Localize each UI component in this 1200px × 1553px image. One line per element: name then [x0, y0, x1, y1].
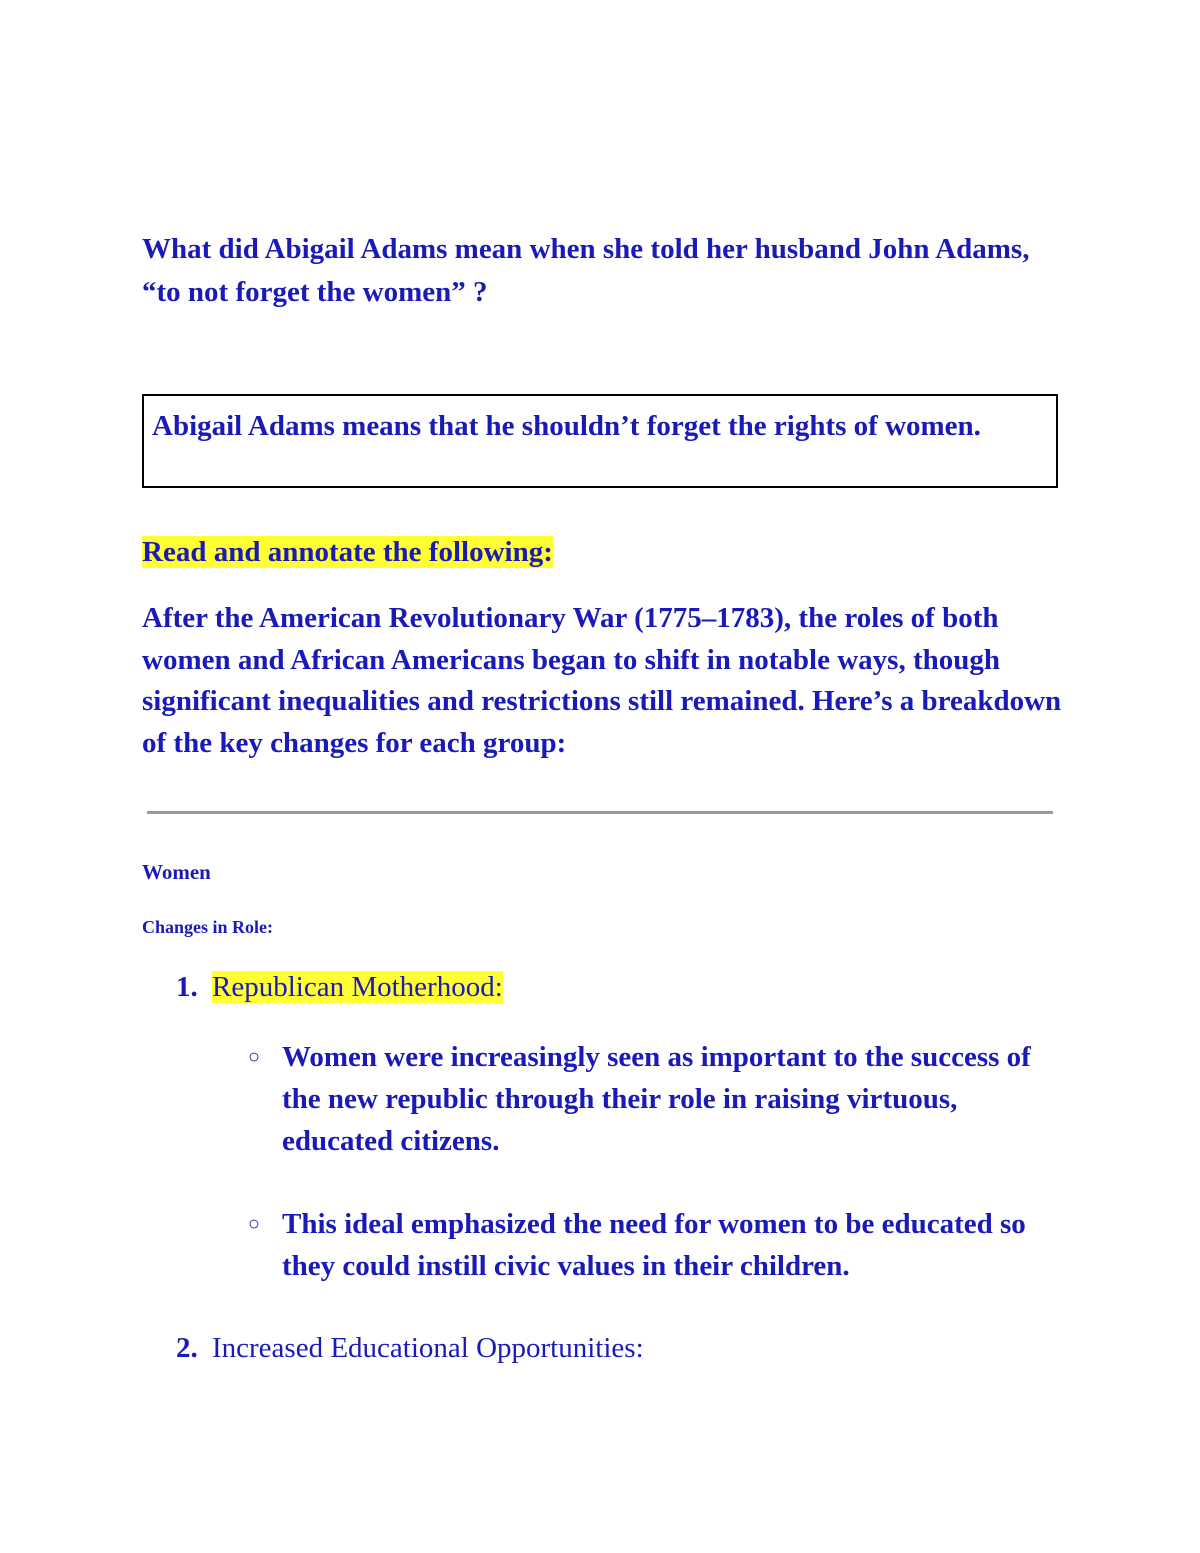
list-item-title: Increased Educational Opportunities:: [212, 1332, 644, 1364]
bullet-item: [248, 1203, 1060, 1287]
circle-bullet-icon: ○: [248, 1213, 261, 1235]
list-item-republican-motherhood: [176, 968, 503, 1006]
section-title: Women: [142, 860, 211, 884]
answer-box: [142, 394, 1058, 488]
intro-paragraph: After the American Revolutionary War (1775–1783), the roles of both women and African Americans began to shift in notable ways, though significant inequalities and restrictions still remained. Here’s a breakdown of the key changes for each group:: [142, 602, 1062, 759]
question-text: What did Abigail Adams mean when she told her husband John Adams, “to not forget the women” ?: [142, 233, 1030, 308]
list-item-title: Republican Motherhood:: [212, 971, 503, 1003]
bullet-text: This ideal emphasized the need for women to be educated so they could instill civic values in their children.: [282, 1208, 1026, 1282]
list-number: 2.: [176, 1332, 198, 1364]
horizontal-divider: [147, 811, 1053, 814]
instruction-heading: [142, 534, 553, 570]
list-item-educational-opportunities: [176, 1329, 644, 1367]
subsection-title: Changes in Role:: [142, 917, 274, 937]
bullet-text: Women were increasingly seen as important to the success of the new republic through their role in raising virtuous, educated citizens.: [282, 1041, 1031, 1157]
circle-bullet-icon: ○: [248, 1046, 261, 1068]
instruction-text: Read and annotate the following:: [142, 536, 553, 568]
bullet-item: [248, 1036, 1060, 1162]
list-number: 1.: [176, 971, 198, 1003]
answer-text: Abigail Adams means that he shouldn’t forget the rights of women.: [152, 410, 981, 442]
